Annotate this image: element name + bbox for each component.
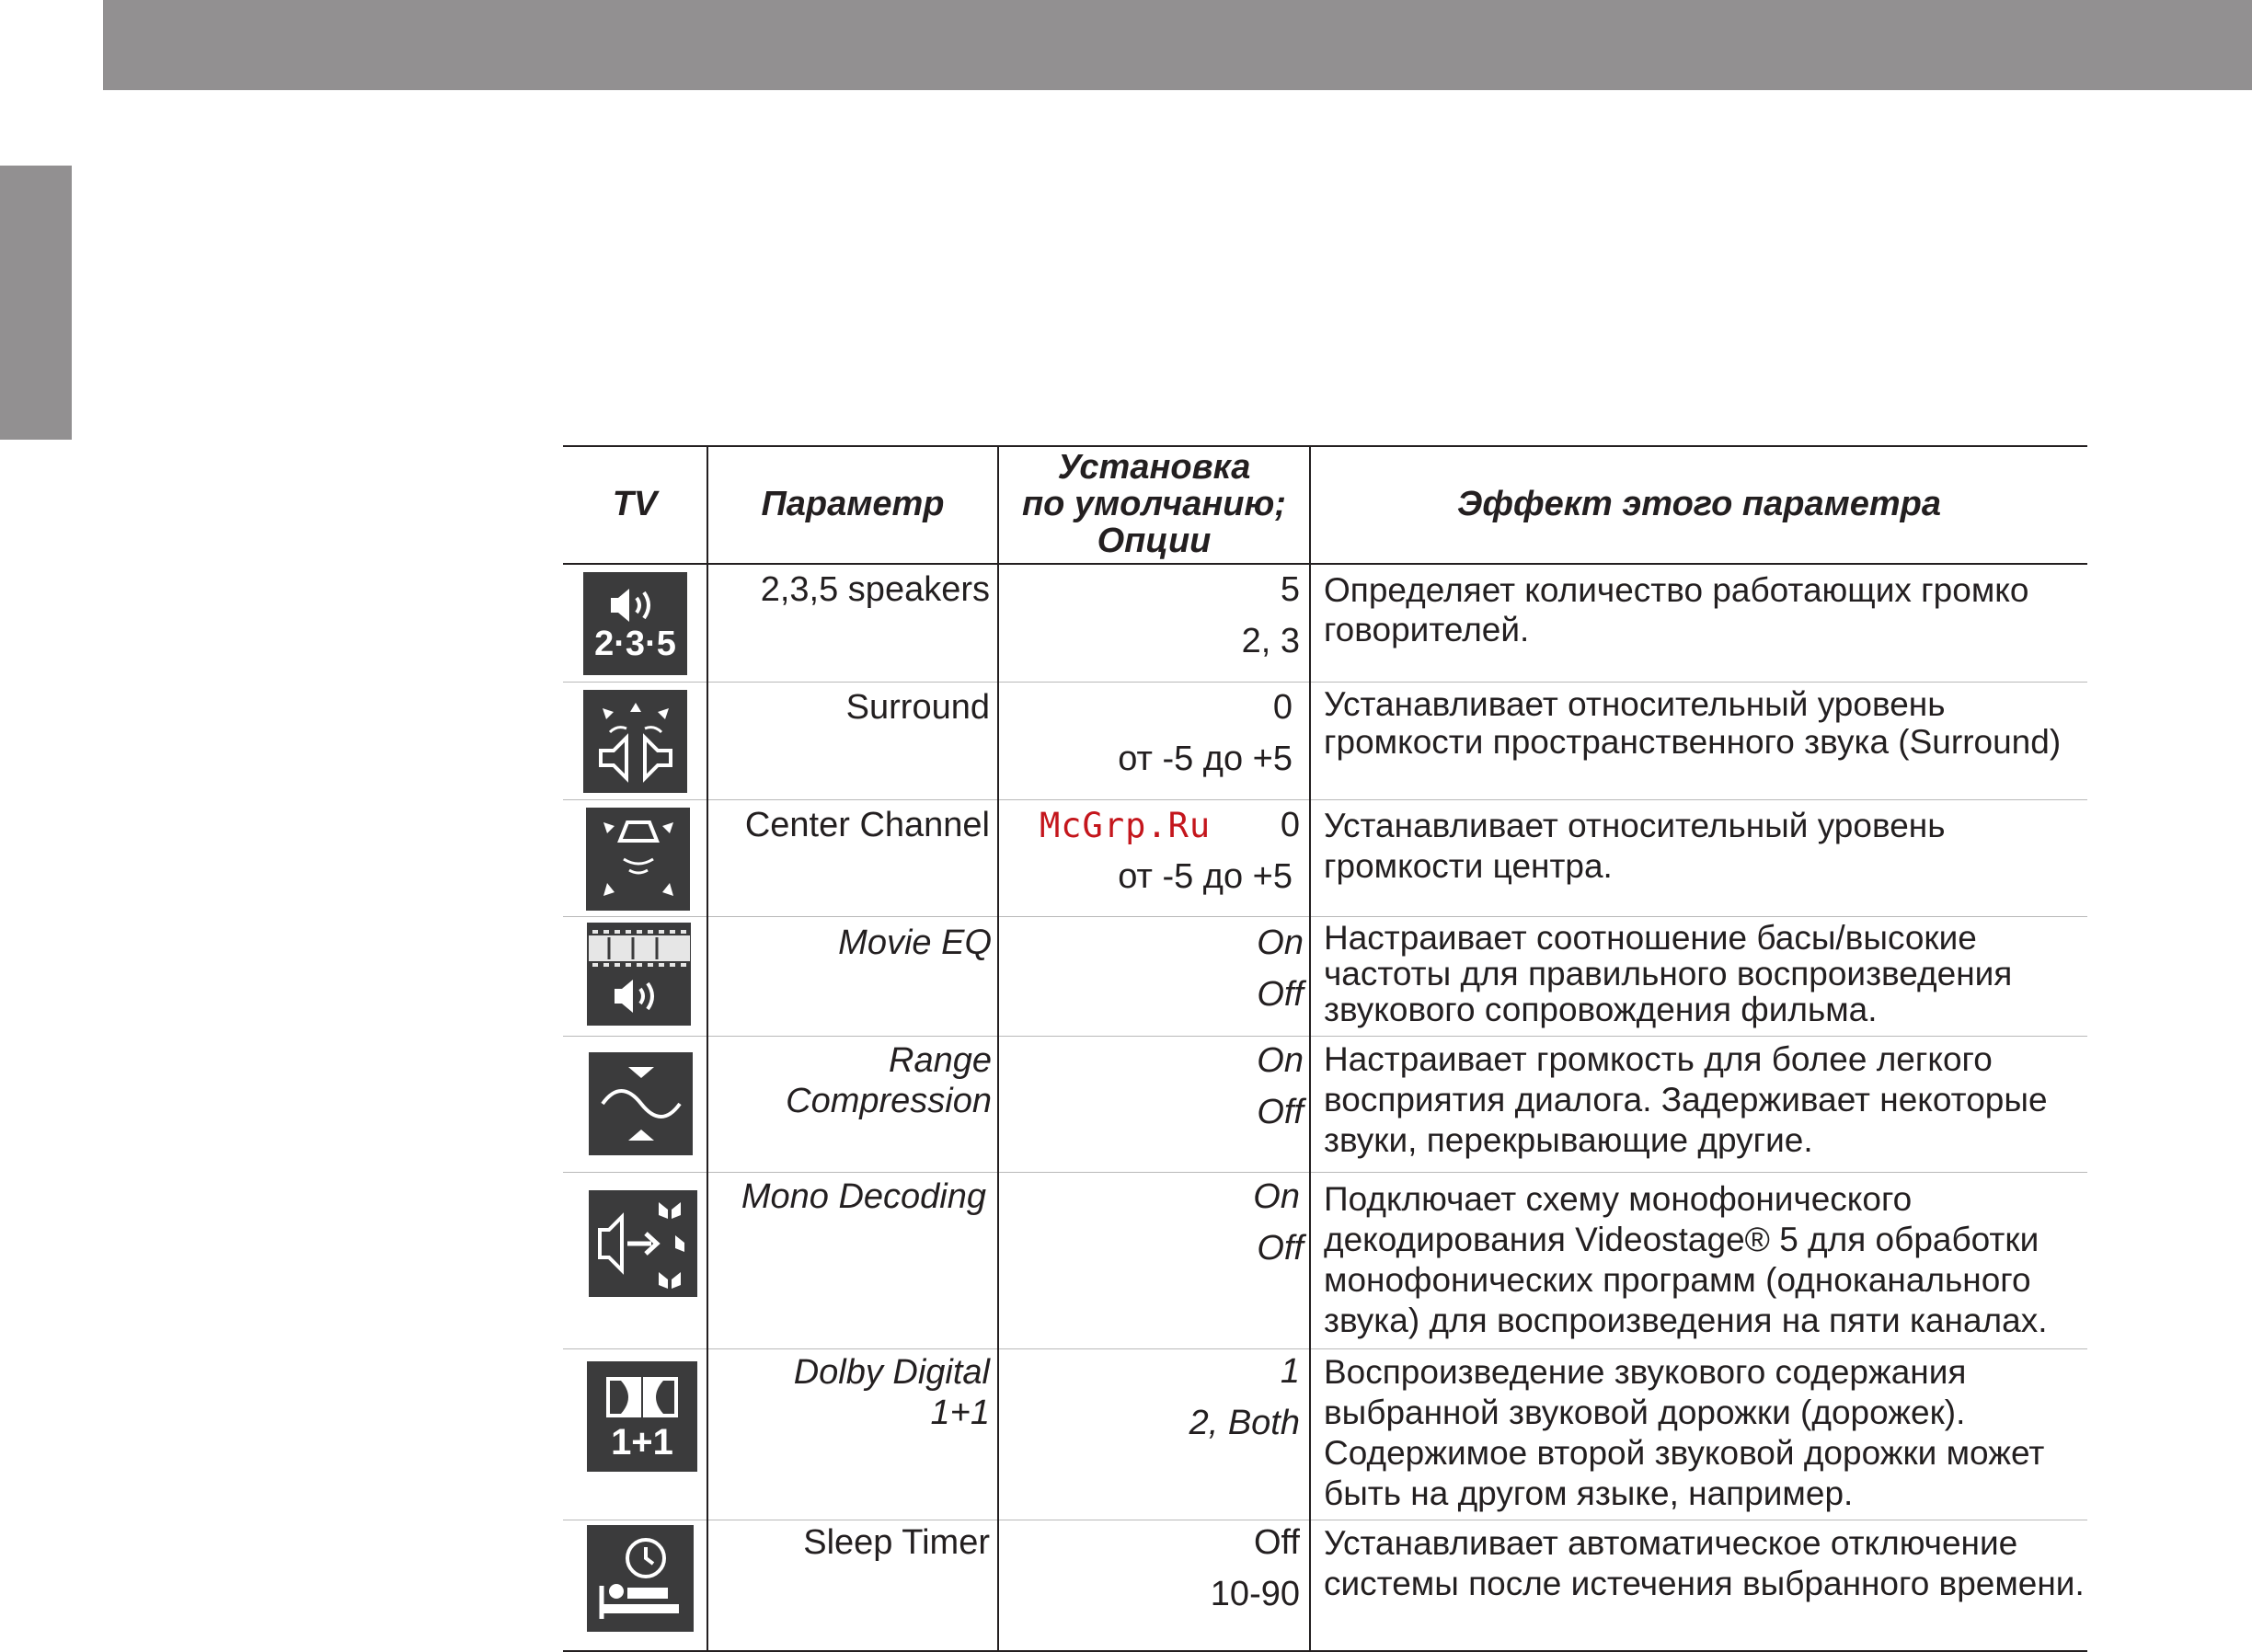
header-parameter: Параметр [761, 485, 945, 523]
options-value: от -5 до +5 [1118, 740, 1293, 778]
surround-icon [583, 690, 687, 793]
default-value: On [1257, 924, 1304, 962]
effect-text: Устанавливает автоматическое отключение системы после истечения выбранного времени. [1324, 1524, 2085, 1602]
range-compression-icon [589, 1052, 693, 1155]
options-value: от -5 до +5 [1118, 857, 1293, 896]
default-value: 5 [1280, 570, 1300, 609]
default-value: 1 [1280, 1352, 1300, 1391]
effect-text: Устанавливает относительный уровень громкости центра. [1324, 807, 1946, 885]
options-value: Off [1257, 1093, 1304, 1131]
parameter-name: 2,3,5 speakers [760, 570, 990, 609]
header-effect: Эффект этого параметра [1457, 485, 1941, 523]
parameter-name-line1: Dolby Digital [793, 1353, 990, 1392]
effect-text: Воспроизведение звукового содержания выбранной звуковой дорожки (дорожек). Содержимое второй звуковой дорожки может быть на другом языке, например. [1324, 1353, 2045, 1512]
header-default-line3: Опции [1097, 522, 1212, 560]
center-channel-icon [586, 808, 690, 911]
movie-eq-icon [587, 923, 691, 1026]
parameter-name-line2: 1+1 [930, 1394, 990, 1432]
default-value: On [1253, 1177, 1300, 1216]
watermark: McGrp.Ru [1040, 806, 1212, 845]
effect-text: Устанавливает относительный уровень громкости пространственного звука (Surround) [1324, 685, 2062, 761]
effect-text: Подключает схему монофонического декодирования Videostage® 5 для обработки монофонических программ (одноканального звука) для воспроизведения на пяти каналах. [1324, 1180, 2048, 1339]
parameter-name: Center Channel [744, 806, 990, 844]
dolby-digital-label: 1+1 [611, 1422, 673, 1463]
parameter-name-line2: Compression [786, 1082, 992, 1120]
effect-text: Настраивает громкость для более легкого восприятия диалога. Задерживает некоторые звуки, перекрывающие другие. [1324, 1040, 2048, 1159]
default-value: On [1257, 1041, 1304, 1080]
options-value: 2, 3 [1241, 622, 1300, 660]
default-value: 0 [1280, 806, 1300, 844]
options-value: 2, Both [1189, 1404, 1300, 1442]
parameter-name-line1: Range [889, 1041, 992, 1080]
sleep-timer-icon [587, 1525, 694, 1632]
header-tv: TV [612, 485, 658, 523]
options-value: Off [1257, 975, 1304, 1014]
header-default-line2: по умолчанию; [1021, 485, 1287, 523]
options-value: 10-90 [1210, 1575, 1300, 1613]
parameter-name: Mono Decoding [741, 1177, 986, 1216]
parameter-name [718, 1352, 990, 1433]
options-value: Off [1257, 1229, 1304, 1268]
default-value: Off [1254, 1523, 1300, 1562]
speakers-235-label: 2·3·5 [594, 625, 676, 663]
default-value: 0 [1272, 688, 1293, 727]
header-default-line1: Установка [1057, 448, 1251, 487]
parameter-name: Movie EQ [838, 924, 992, 962]
parameter-name: Surround [845, 688, 990, 727]
parameter-name: Sleep Timer [803, 1523, 990, 1562]
dolby-digital-icon [587, 1361, 697, 1472]
parameter-name [718, 1040, 992, 1121]
effect-text: Настраивает соотношение басы/высокие частоты для правильного воспроизведения звукового сопровождения фильма. [1324, 919, 2013, 1028]
effect-text: Определяет количество работающих громко говорителей. [1324, 571, 2029, 648]
